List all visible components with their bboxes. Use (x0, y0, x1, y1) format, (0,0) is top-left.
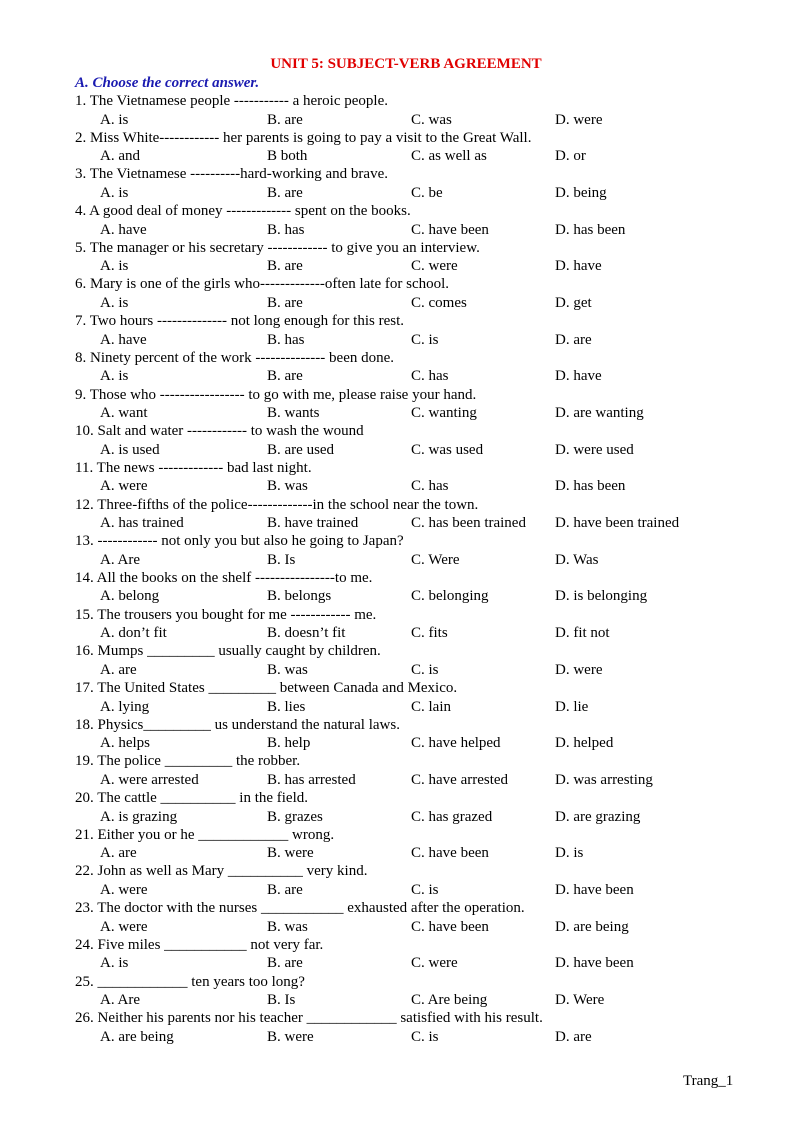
answer-option-d: D. are being (555, 918, 629, 935)
answer-option-d: D. were (555, 111, 603, 128)
answer-option-d: D. are grazing (555, 808, 641, 825)
answer-option-b: B. are (267, 368, 303, 385)
answer-option-b: B. were (267, 1028, 314, 1045)
answer-option-b: B. are (267, 111, 303, 128)
answer-option-a: A. is (100, 111, 129, 128)
answer-option-d: D. helped (555, 735, 614, 752)
question-stem: 24. Five miles ___________ not very far. (75, 936, 324, 953)
question-item (0, 130, 794, 167)
answer-option-d: D. being (555, 184, 607, 201)
answer-option-c: C. have been (411, 845, 489, 862)
answer-option-a: A. are being (100, 1028, 174, 1045)
answer-option-a: A. want (100, 405, 148, 421)
answer-option-d: D. have been trained (555, 515, 680, 532)
question-stem: 22. John as well as Mary __________ very kind. (75, 863, 368, 880)
answer-option-b: B. are used (267, 441, 335, 458)
answer-option-a: A. is used (100, 441, 160, 458)
question-item (0, 717, 794, 754)
answer-option-d: D. get (555, 294, 592, 311)
question-stem: 12. Three-fifths of the police-------------in the school near the town. (75, 496, 479, 513)
question-stem: 9. Those who ----------------- to go with me, please raise your hand. (75, 386, 477, 403)
answer-option-a: A. were (100, 881, 148, 898)
answer-option-b: B. help (267, 735, 311, 752)
answer-option-d: D. is belonging (555, 588, 648, 605)
question-list (0, 93, 794, 1047)
answer-option-d: D. lie (555, 698, 589, 715)
question-stem: 1. The Vietnamese people ----------- a heroic people. (75, 93, 388, 109)
question-item (0, 570, 794, 607)
question-item (0, 753, 794, 790)
answer-option-b: B. has arrested (267, 771, 356, 788)
answer-option-d: D. have been (555, 881, 634, 898)
question-item (0, 166, 794, 203)
answer-option-d: D. have (555, 368, 602, 385)
answer-option-a: A. are (100, 845, 137, 862)
answer-option-a: A. are (100, 661, 137, 678)
answer-option-b: B. wants (267, 405, 320, 421)
answer-option-b: B. grazes (267, 808, 323, 825)
answer-option-b: B. are (267, 258, 303, 275)
answer-option-a: A. lying (100, 698, 150, 715)
question-item (0, 203, 794, 240)
question-item (0, 974, 794, 1011)
answer-option-c: C. has (411, 478, 449, 495)
answer-option-c: C. belonging (411, 588, 489, 605)
answer-option-c: C. fits (411, 625, 448, 642)
answer-option-d: D. fit not (555, 625, 610, 642)
answer-option-c: C. be (411, 184, 443, 201)
answer-option-a: A. and (100, 148, 140, 165)
answer-option-d: D. has been (555, 221, 626, 238)
answer-option-d: D. have been (555, 955, 634, 972)
answer-option-c: C. Were (411, 551, 460, 568)
question-stem: 17. The United States _________ between Canada and Mexico. (75, 680, 458, 696)
question-stem: 7. Two hours -------------- not long enough for this rest. (75, 313, 405, 330)
answer-option-d: D. are wanting (555, 405, 644, 421)
question-stem: 19. The police _________ the robber. (75, 753, 301, 770)
question-item (0, 937, 794, 974)
answer-option-c: C. have arrested (411, 771, 509, 788)
question-item (0, 863, 794, 900)
question-stem: 14. All the books on the shelf ----------------to me. (75, 569, 373, 586)
answer-option-c: C. Are being (411, 992, 488, 1008)
answer-option-d: D. or (555, 148, 586, 165)
answer-option-b: B both (267, 148, 308, 165)
question-stem: 3. The Vietnamese ----------hard-working and brave. (75, 166, 388, 183)
answer-option-a: A. were (100, 478, 148, 495)
answer-option-a: A. is grazing (100, 808, 178, 825)
answer-option-b: B. have trained (267, 515, 359, 532)
question-item (0, 423, 794, 460)
answer-option-a: A. have (100, 221, 147, 238)
question-item (0, 313, 794, 350)
answer-option-d: D. are (555, 1028, 592, 1045)
question-item (0, 240, 794, 277)
answer-option-c: C. were (411, 258, 458, 275)
answer-option-d: D. was arresting (555, 771, 653, 788)
question-stem: 20. The cattle __________ in the field. (75, 790, 309, 807)
answer-option-d: D. Was (555, 551, 599, 568)
answer-option-c: C. have helped (411, 735, 501, 752)
question-item (0, 93, 794, 130)
answer-option-a: A. is (100, 368, 129, 385)
answer-option-b: B. lies (267, 698, 306, 715)
question-stem: 4. A good deal of money ------------- spent on the books. (75, 203, 411, 220)
answer-option-a: A. is (100, 258, 129, 275)
question-item (0, 460, 794, 497)
question-stem: 18. Physics_________ us understand the natural laws. (75, 716, 400, 733)
question-stem: 11. The news ------------- bad last night. (75, 459, 312, 476)
answer-option-b: B. has (267, 331, 305, 348)
answer-option-b: B. was (267, 478, 308, 495)
answer-option-a: A. don’t fit (100, 625, 167, 642)
question-stem: 16. Mumps _________ usually caught by children. (75, 643, 381, 660)
answer-option-c: C. was (411, 111, 452, 128)
answer-option-b: B. was (267, 918, 308, 935)
question-stem: 10. Salt and water ------------ to wash the wound (75, 423, 364, 440)
answer-option-c: C. has grazed (411, 808, 493, 825)
answer-option-b: B. are (267, 294, 303, 311)
answer-option-c: C. comes (411, 294, 467, 311)
answer-option-a: A. Are (100, 551, 140, 568)
question-item (0, 497, 794, 534)
answer-option-c: C. was used (411, 441, 484, 458)
page-title: UNIT 5: SUBJECT-VERB AGREEMENT (270, 56, 542, 72)
answer-option-a: A. has trained (100, 515, 184, 532)
question-stem: 23. The doctor with the nurses ___________ exhausted after the operation. (75, 900, 525, 917)
answer-option-c: C. were (411, 955, 458, 972)
question-stem: 15. The trousers you bought for me ------------ me. (75, 606, 377, 623)
answer-option-d: D. is (555, 845, 584, 862)
answer-option-c: C. have been (411, 221, 489, 238)
answer-option-a: A. is (100, 955, 129, 972)
question-stem: 21. Either you or he ____________ wrong. (75, 826, 335, 843)
question-item (0, 900, 794, 937)
question-item (0, 1010, 794, 1047)
answer-option-a: A. have (100, 331, 147, 348)
question-item (0, 533, 794, 570)
answer-option-c: C. is (411, 1028, 439, 1045)
question-stem: 5. The manager or his secretary ------------ to give you an interview. (75, 239, 480, 256)
answer-option-d: D. were used (555, 441, 634, 458)
answer-option-d: D. were (555, 661, 603, 678)
answer-option-b: B. are (267, 184, 303, 201)
answer-option-b: B. belongs (267, 588, 332, 605)
answer-option-d: D. have (555, 258, 602, 275)
answer-option-a: A. belong (100, 588, 160, 605)
answer-option-c: C. have been (411, 918, 489, 935)
question-item (0, 827, 794, 864)
question-stem: 2. Miss White------------ her parents is going to pay a visit to the Great Wall. (75, 129, 532, 146)
answer-option-c: C. is (411, 881, 439, 898)
answer-option-b: B. doesn’t fit (267, 625, 346, 642)
answer-option-c: C. as well as (411, 148, 487, 165)
answer-option-c: C. has (411, 368, 449, 385)
page-number: Trang_1 (683, 1073, 734, 1089)
answer-option-b: B. are (267, 881, 303, 898)
answer-option-c: C. lain (411, 698, 451, 715)
answer-option-a: A. is (100, 294, 129, 311)
answer-option-d: D. Were (555, 992, 605, 1008)
answer-option-c: C. is (411, 331, 439, 348)
answer-option-b: B. Is (267, 551, 296, 568)
question-stem: 8. Ninety percent of the work -------------- been done. (75, 349, 395, 366)
answer-option-b: B. Is (267, 992, 296, 1008)
question-stem: 13. ------------ not only you but also he going to Japan? (75, 533, 404, 550)
question-item (0, 350, 794, 387)
answer-option-b: B. were (267, 845, 314, 862)
question-item (0, 276, 794, 313)
answer-option-a: A. Are (100, 992, 140, 1008)
answer-option-b: B. was (267, 661, 308, 678)
question-item (0, 607, 794, 644)
question-item (0, 643, 794, 680)
answer-option-c: C. has been trained (411, 515, 526, 532)
answer-option-c: C. is (411, 661, 439, 678)
question-item (0, 387, 794, 424)
answer-option-b: B. has (267, 221, 305, 238)
answer-option-a: A. were (100, 918, 148, 935)
section-heading: A. Choose the correct answer. (75, 75, 260, 91)
question-stem: 6. Mary is one of the girls who-------------often late for school. (75, 276, 450, 293)
answer-option-a: A. is (100, 184, 129, 201)
answer-option-a: A. helps (100, 735, 150, 752)
answer-option-a: A. were arrested (100, 771, 199, 788)
answer-option-d: D. has been (555, 478, 626, 495)
question-stem: 26. Neither his parents nor his teacher ____________ satisfied with his result. (75, 1010, 543, 1027)
answer-option-b: B. are (267, 955, 303, 972)
question-stem: 25. ____________ ten years too long? (75, 973, 305, 990)
question-item (0, 790, 794, 827)
answer-option-d: D. are (555, 331, 592, 348)
answer-option-c: C. wanting (411, 405, 477, 421)
question-item (0, 680, 794, 717)
